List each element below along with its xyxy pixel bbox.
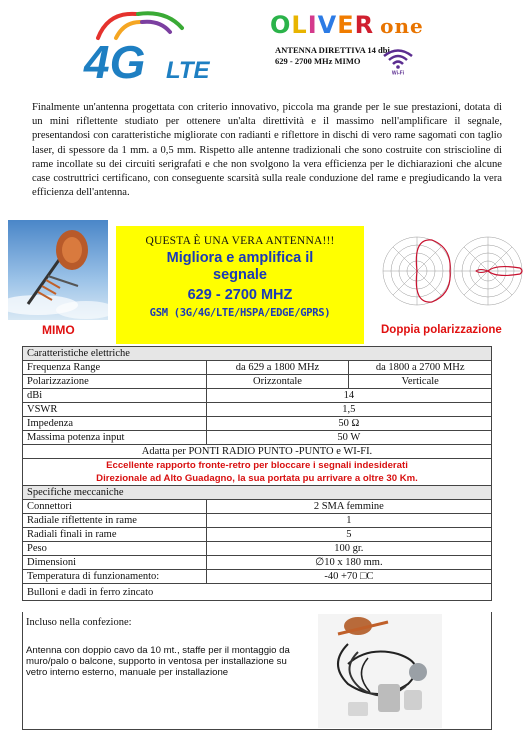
table-row <box>23 417 492 431</box>
spec-value: -40 +70 □C <box>206 570 491 584</box>
spec-value: Verticale <box>349 375 492 389</box>
table-row <box>23 459 492 473</box>
polarization-diagram <box>380 226 525 316</box>
spec-value: 1,5 <box>206 403 491 417</box>
table-row <box>23 375 492 389</box>
promo-bands: GSM (3G/4G/LTE/HSPA/EDGE/GPRS) <box>149 307 331 319</box>
spec-value: da 1800 a 2700 MHz <box>349 361 492 375</box>
highlight-note-2: Direzionale ad Alto Guadagno, la sua portata pu arrivare a oltre 30 Km. <box>23 472 492 486</box>
spec-value: 14 <box>206 389 491 403</box>
table-row <box>23 472 492 486</box>
brand-name <box>270 12 520 39</box>
table-row <box>23 431 492 445</box>
promo-frequency: 629 - 2700 MHZ <box>187 287 293 303</box>
brand-letter: O <box>270 11 292 39</box>
promo-line-1: QUESTA È UNA VERA ANTENNA!!! <box>145 235 335 247</box>
table-row <box>23 556 492 570</box>
brand-letter: E <box>337 11 355 39</box>
polarization-label: Doppia polarizzazione <box>381 324 502 336</box>
table-row <box>23 486 492 500</box>
4g-lte-logo <box>78 8 228 88</box>
spec-value: 50 Ω <box>206 417 491 431</box>
table-row <box>23 445 492 459</box>
table-row <box>23 389 492 403</box>
included-text: Antenna con doppio cavo da 10 mt., staffe per il montaggio da muro/palo o balcone, supporto in ventosa per installazione su vetro interno esterno, manuale per installazione <box>26 645 290 678</box>
wifi-icon <box>380 47 416 75</box>
logo-4g-text: 4G <box>84 36 146 88</box>
spec-value: 2 SMA femmine <box>206 500 491 514</box>
spec-value: da 629 a 1800 MHz <box>206 361 349 375</box>
spec-value: ∅10 x 180 mm. <box>206 556 491 570</box>
specs-table <box>22 346 492 601</box>
logo-lte-text: LTE <box>166 57 210 84</box>
brand-letter: V <box>317 11 338 39</box>
bolts-note: Bulloni e dadi in ferro zincato <box>23 584 492 601</box>
table-row <box>23 403 492 417</box>
electrical-section-title: Caratteristiche elettriche <box>23 347 492 361</box>
table-row <box>23 584 492 601</box>
table-row <box>23 361 492 375</box>
package-contents-photo <box>318 614 442 728</box>
spec-label: Polarizzazione <box>23 375 207 389</box>
spec-value: 5 <box>206 528 491 542</box>
promo-line-2a: Migliora e amplifica il <box>166 250 314 266</box>
spec-label: Frequenza Range <box>23 361 207 375</box>
spec-label: Dimensioni <box>23 556 207 570</box>
highlight-note-1: Eccellente rapporto fronte-retro per bloccare i segnali indesiderati <box>23 459 492 473</box>
spec-label: Radiale riflettente in rame <box>23 514 207 528</box>
table-row <box>23 514 492 528</box>
spec-label: Radiali finali in rame <box>23 528 207 542</box>
mechanical-section-title: Specifiche meccaniche <box>23 486 492 500</box>
brand-one: one <box>380 14 424 38</box>
spec-value: 50 W <box>206 431 491 445</box>
promo-line-2b: segnale <box>213 267 267 283</box>
spec-label: Temperatura di funzionamento: <box>23 570 207 584</box>
table-row <box>23 500 492 514</box>
spec-label: dBi <box>23 389 207 403</box>
spec-value: Orizzontale <box>206 375 349 389</box>
table-row <box>23 570 492 584</box>
table-row <box>23 528 492 542</box>
mimo-label: MIMO <box>42 323 75 337</box>
adapt-note: Adatta per PONTI RADIO PUNTO -PUNTO e WI-FI. <box>23 445 492 459</box>
brand-letter: L <box>291 11 308 39</box>
spec-label: Peso <box>23 542 207 556</box>
spec-value: 100 gr. <box>206 542 491 556</box>
brand-letter: R <box>354 11 375 39</box>
promo-line-2 <box>116 250 364 284</box>
table-row <box>23 542 492 556</box>
antenna-photo <box>8 220 108 320</box>
intro-paragraph: Finalmente un'antenna progettata con criterio innovativo, piccola ma grande per le sue prestazioni, dotata di un mini riflettente studiato per ottenere un'alta direttività e il massimo nell'amplificare il segnale, presentandosi con caratteristiche migliorate con radianti e riflettore in dischi di vero rame sagomati con taglio laser, di spessore da 1 mm. a 0,5 mm. Rispetto alle antenne tradizionali che sono costruite con striscioline di rame incollate su dei circuiti serigrafati e che non svolgono la vera efficienza per le dichiarazioni che alcune case costruttrici certificano, con conseguente scarsità sulla reale conduzione del rame e pregiudicando la vera efficienza dell'antenna. <box>32 102 502 199</box>
brand-line-1: ANTENNA DIRETTIVA 14 dbi <box>275 45 390 55</box>
table-row <box>23 347 492 361</box>
wifi-label: Wi-Fi <box>391 70 405 75</box>
spec-label: Impedenza <box>23 417 207 431</box>
brand-line-2: 629 - 2700 MHz MIMO <box>275 56 361 66</box>
spec-value: 1 <box>206 514 491 528</box>
brand-letter: I <box>307 11 318 39</box>
spec-label: Massima potenza input <box>23 431 207 445</box>
spec-label: Connettori <box>23 500 207 514</box>
included-title: Incluso nella confezione: <box>26 617 132 628</box>
spec-label: VSWR <box>23 403 207 417</box>
promo-box <box>116 226 364 344</box>
